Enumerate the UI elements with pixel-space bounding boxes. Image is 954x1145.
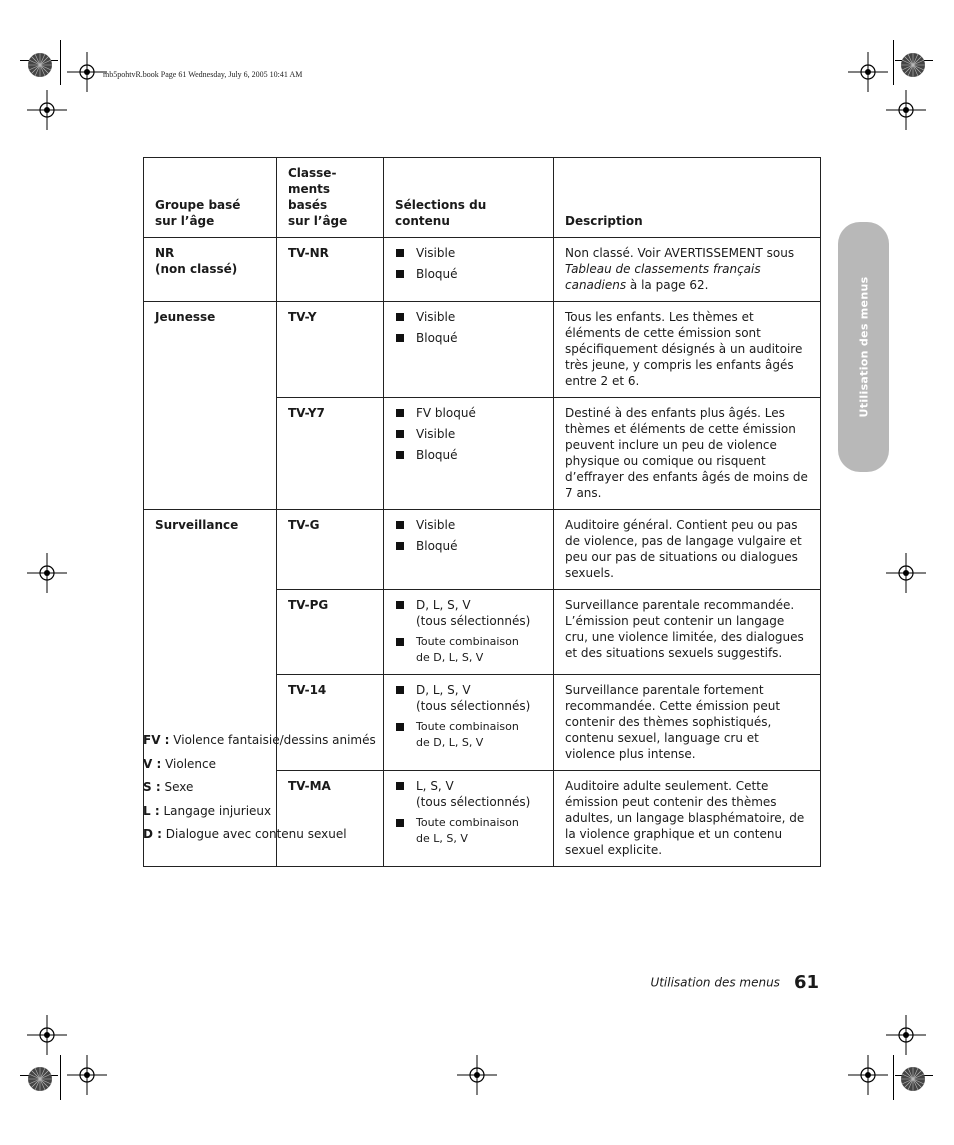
selection-item [395,815,543,847]
selection-line: de L, S, V [416,832,468,845]
description-cell [554,238,821,302]
legend-item [143,779,376,803]
age-group-line: NR [155,246,175,260]
header-line: sur l’âge [155,214,215,228]
description-text: Non classé. Voir AVERTISSEMENT sous [565,246,795,260]
crop-line [893,40,894,85]
legend-text: Violence [165,756,217,771]
description-cell: Destiné à des enfants plus âgés. Les thèmes et éléments de cette émission peuvent inclure un peu de violence physique ou comique ou risquent d’effrayer des enfants âgés de moins de 7 ans. [554,398,821,510]
description-cell: Auditoire adulte seulement. Cette émission peut contenir des thèmes adultes, un langage blasphématoire, de la violence graphique et un contenu sexuel explicite. [554,771,821,867]
selection-item [395,778,543,810]
color-bar-mark-icon [27,52,53,78]
rating-cell: TV-G [277,510,384,590]
selections-cell [384,675,554,771]
crop-line [60,40,61,85]
selection-item [395,634,543,666]
legend-item [143,756,376,780]
selection-item: Bloqué [395,266,543,282]
selection-item [395,719,543,751]
selections-cell [384,398,554,510]
crop-line [60,1055,61,1100]
legend-key: FV : [143,733,170,747]
selection-item: Visible [395,517,543,533]
header-age-group [144,158,277,238]
selection-item: Visible [395,426,543,442]
rating-cell: TV-NR [277,238,384,302]
selection-line: Toute combinaison [416,816,519,829]
age-group-cell [144,238,277,302]
description-cell: Surveillance parentale recommandée. L’émission peut contenir un langage cru, une violence limitée, des dialogues et des situations sexuels suggestifs. [554,590,821,675]
legend-text: Langage injurieux [163,803,272,818]
selection-line: L, S, V [416,779,454,793]
selection-item: Bloqué [395,447,543,463]
selections-cell [384,590,554,675]
registration-mark-icon [67,52,107,92]
selection-item: Bloqué [395,330,543,346]
registration-mark-icon [886,553,926,593]
selection-line: D, L, S, V [416,683,471,697]
footer-section-title: Utilisation des menus [650,975,780,990]
rating-cell: TV-Y7 [277,398,384,510]
section-thumb-tab [838,222,889,472]
selection-line: Toute combinaison [416,720,519,733]
selection-line: Toute combinaison [416,635,519,648]
header-line: contenu [395,214,450,228]
description-cell: Auditoire général. Contient peu ou pas de violence, pas de langage vulgaire et peu our pas de situations ou dialogues sexuels. [554,510,821,590]
legend-text: Violence fantaisie/dessins animés [173,733,376,747]
crop-line [893,1055,894,1100]
header-line: sur l’âge [288,214,348,228]
age-group-cell: Surveillance [144,510,277,867]
legend-key: D : [143,827,162,841]
registration-mark-icon [27,1015,67,1055]
age-group-line: (non classé) [155,262,238,276]
rating-cell: TV-PG [277,590,384,675]
header-line: ments [288,182,331,196]
header-line: basés [288,198,328,212]
header-line: Groupe basé [155,198,241,212]
table-row [144,238,821,302]
selection-line: de D, L, S, V [416,651,484,664]
rating-cell: TV-Y [277,302,384,398]
header-rating [277,158,384,238]
page-number: 61 [793,972,819,993]
selections-cell [384,510,554,590]
legend-key: S : [143,780,161,794]
legend-key: L : [143,803,160,818]
selection-item: Bloqué [395,538,543,554]
age-group-cell: Jeunesse [144,302,277,510]
legend-item [143,826,376,850]
selection-line: (tous sélectionnés) [416,795,531,809]
table-header-row [144,158,821,238]
selection-item: FV bloqué [395,405,543,421]
registration-mark-icon [457,1055,497,1095]
header-line: Classe- [288,166,337,180]
rating-cell: TV-14 [277,675,384,771]
selection-item: Visible [395,245,543,261]
registration-mark-icon [27,553,67,593]
legend-item [143,803,376,827]
description-cell: Tous les enfants. Les thèmes et éléments de cette émission sont spécifiquement désignés à un auditoire très jeune, y compris les enfants âgés entre 2 et 6. [554,302,821,398]
table-row [144,302,821,398]
color-bar-mark-icon [27,1066,53,1092]
selections-cell [384,302,554,398]
selections-cell [384,771,554,867]
legend-text: Dialogue avec contenu sexuel [165,827,347,841]
header-line: Sélections du [395,198,487,212]
header-selections [384,158,554,238]
registration-mark-icon [27,90,67,130]
selection-line: (tous sélectionnés) [416,614,531,628]
description-text: à la page 62. [626,278,709,292]
legend-text: Sexe [164,780,194,794]
table-row [144,510,821,590]
registration-mark-icon [67,1055,107,1095]
selection-line: D, L, S, V [416,598,471,612]
header-description: Description [554,158,821,238]
selections-cell [384,238,554,302]
section-thumb-label: Utilisation des menus [857,276,870,418]
selection-item [395,597,543,629]
legend-key: V : [143,756,162,771]
description-cell: Surveillance parentale fortement recommandée. Cette émission peut contenir des thèmes sophistiqués, contenu sexuel, language cru et violence plus intense. [554,675,821,771]
selection-item: Visible [395,309,543,325]
book-file-header: mb5pohtvR.book Page 61 Wednesday, July 6, 2005 10:41 AM [103,70,303,79]
registration-mark-icon [886,90,926,130]
color-bar-mark-icon [900,52,926,78]
registration-mark-icon [848,1055,888,1095]
selection-line: (tous sélectionnés) [416,699,531,713]
selection-line: de D, L, S, V [416,736,484,749]
rating-cell: TV-MA [277,771,384,867]
color-bar-mark-icon [900,1066,926,1092]
selection-item [395,682,543,714]
description-reference: Tableau de classements français canadiens [565,262,761,292]
page-footer [650,972,819,993]
abbreviation-legend [143,732,376,850]
registration-mark-icon [848,52,888,92]
legend-item [143,732,376,756]
registration-mark-icon [886,1015,926,1055]
